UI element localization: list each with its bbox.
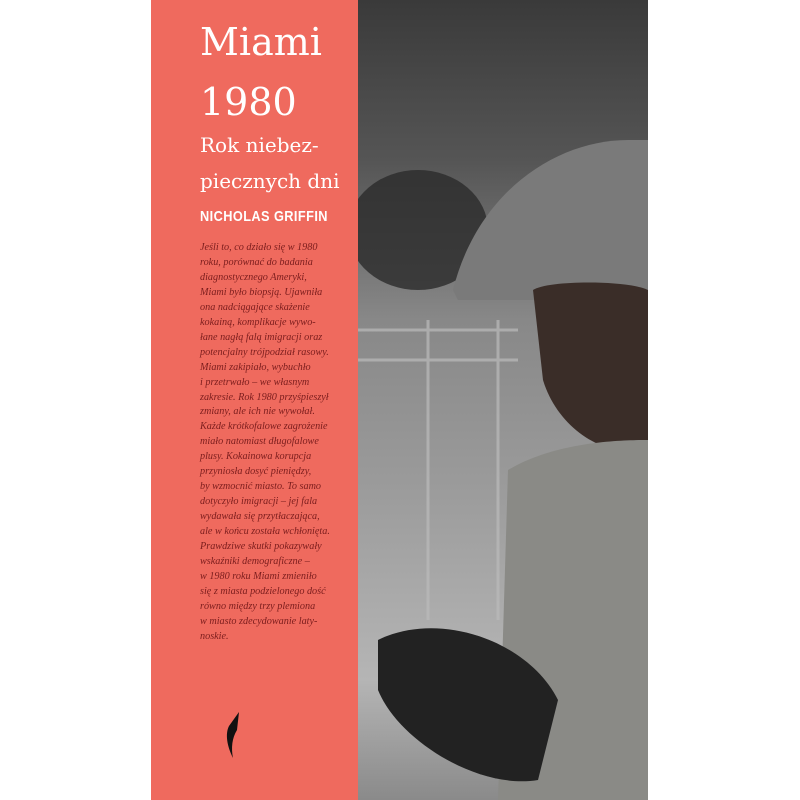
- blurb-line: Miami było biopsją. Ujawniła: [200, 286, 323, 298]
- blurb-line: Jeśli to, co działo się w 1980: [200, 242, 318, 253]
- blurb-line: potencjalny trójpodział rasowy.: [200, 346, 329, 358]
- book-cover: [151, 0, 648, 800]
- blurb-line: zmiany, ale ich nie wywołał.: [200, 406, 315, 418]
- blurb-line: przyniosła dosyć pieniędzy,: [200, 466, 312, 478]
- blurb-line: Prawdziwe skutki pokazywały: [200, 541, 322, 553]
- blurb-line: plusy. Kokainowa korupcja: [200, 451, 312, 463]
- blurb-line: łane nagłą falą imigracji oraz: [200, 331, 323, 343]
- blurb-line: wskaźniki demograficzne –: [200, 556, 310, 568]
- publisher-logo-icon: [225, 712, 243, 758]
- blurb-line: równo między trzy plemiona: [200, 600, 316, 612]
- blurb-line: kokainą, komplikacje wywo-: [200, 316, 316, 328]
- blurb-line: i przetrwało – we własnym: [200, 376, 310, 388]
- title-line-2: 1980: [200, 80, 297, 124]
- blurb-line: by wzmocnić miasto. To samo: [200, 481, 322, 493]
- blurb-line: roku, porównać do badania: [200, 256, 313, 268]
- subtitle-line-1: Rok niebez-: [200, 133, 319, 157]
- cover-text-panel: [151, 0, 358, 800]
- blurb-line: diagnostycznego Ameryki,: [200, 271, 307, 283]
- blurb-line: się z miasta podzielonego dość: [200, 585, 326, 597]
- title-line-1: Miami: [200, 20, 322, 64]
- blurb-line: miało natomiast długofalowe: [200, 436, 319, 448]
- blurb-text: [200, 241, 355, 645]
- blurb-line: zakresie. Rok 1980 przyśpieszył: [200, 391, 329, 403]
- blurb-line: noskie.: [200, 630, 229, 642]
- subtitle-line-2: piecznych dni: [200, 169, 340, 193]
- author-name: NICHOLAS GRIFFIN: [200, 208, 328, 225]
- blurb-line: Każde krótkofalowe zagrożenie: [200, 421, 328, 433]
- blurb-line: ale w końcu została wchłonięta.: [200, 526, 330, 538]
- blurb-line: w miasto zdecydowanie laty-: [200, 615, 318, 627]
- blurb-line: ona nadciągające skażenie: [200, 301, 310, 313]
- blurb-line: wydawała się przytłaczająca,: [200, 511, 320, 523]
- blurb-line: Miami zakipiało, wybuchło: [200, 361, 311, 373]
- blurb-line: w 1980 roku Miami zmieniło: [200, 570, 317, 582]
- firefighter-photo-icon: [358, 0, 648, 800]
- blurb-line: dotyczyło imigracji – jej fala: [200, 496, 318, 508]
- cover-photo: [358, 0, 648, 800]
